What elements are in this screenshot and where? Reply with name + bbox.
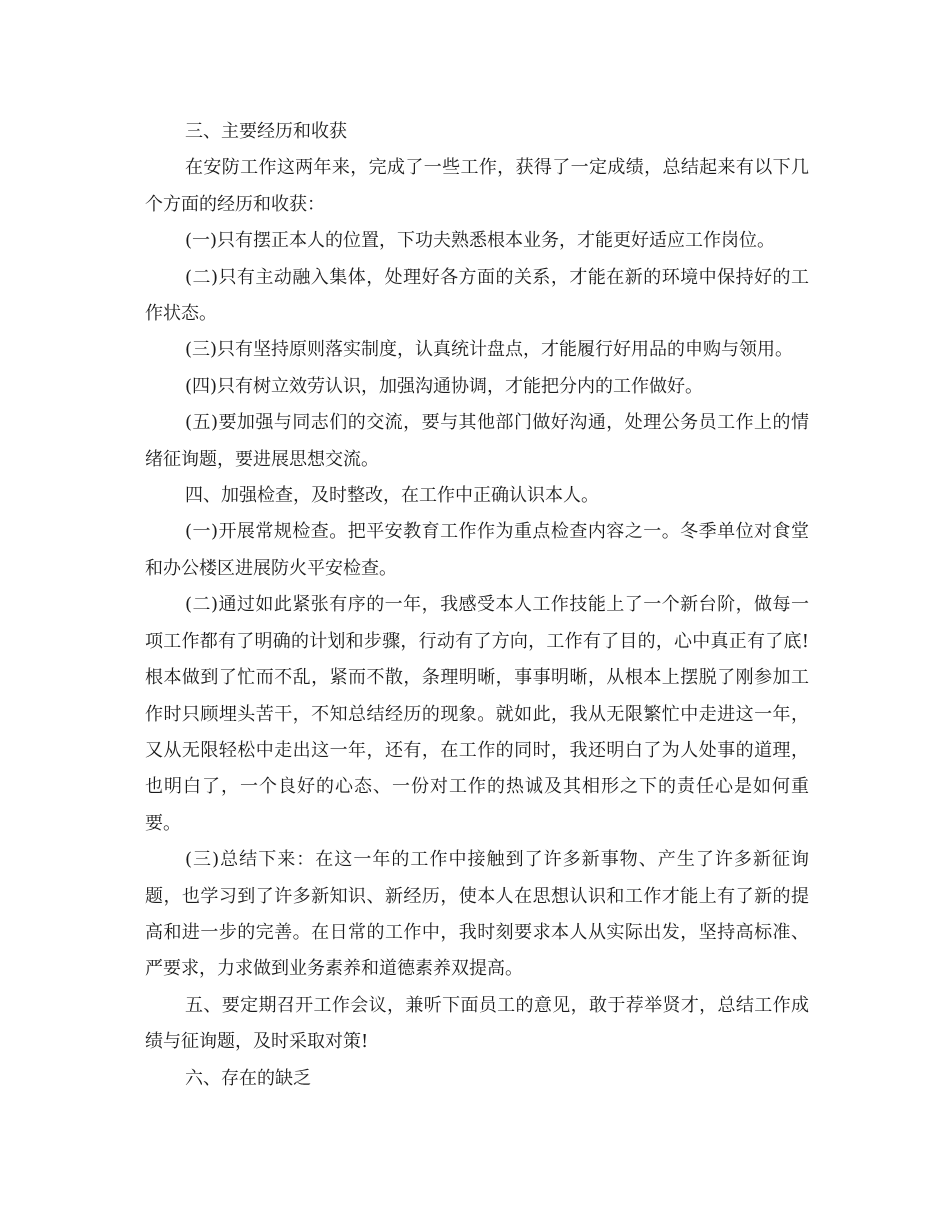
inspection-item-3: (三)总结下来：在这一年的工作中接触到了许多新事物、产生了许多新征询题，也学习到了许多新知识、新经历，使本人在思想认识和工作才能上有了新的提高和进一步的完善。在日常的工作中，我时刻要求本人从实际出发，坚持高标准、严要求，力求做到业务素养和道德素养双提高。 bbox=[145, 849, 809, 980]
paragraph-intro: 在安防工作这两年来，完成了一些工作，获得了一定成绩，总结起来有以下几个方面的经历和收获： bbox=[145, 157, 809, 215]
list-item-2: (二)只有主动融入集体，处理好各方面的关系，才能在新的环境中保持好的工作状态。 bbox=[145, 266, 809, 325]
section-heading-shortcomings: 六、存在的缺乏 bbox=[185, 1067, 311, 1089]
list-item-1: (一)只有摆正本人的位置，下功夫熟悉根本业务，才能更好适应工作岗位。 bbox=[185, 230, 776, 252]
list-item-5: (五)要加强与同志们的交流，要与其他部门做好沟通，处理公务员工作上的情绪征询题，要进展思想交流。 bbox=[145, 412, 809, 470]
section-heading-meetings: 五、要定期召开工作会议，兼听下面员工的意见，敢于荐举贤才，总结工作成绩与征询题，及时采取对策! bbox=[145, 994, 809, 1053]
section-heading-inspection: 四、加强检查，及时整改，在工作中正确认识本人。 bbox=[185, 485, 599, 507]
list-item-4: (四)只有树立效劳认识，加强沟通协调，才能把分内的工作做好。 bbox=[185, 375, 704, 397]
list-item-3: (三)只有坚持原则落实制度，认真统计盘点，才能履行好用品的申购与领用。 bbox=[185, 339, 794, 361]
inspection-item-2: (二)通过如此紧张有序的一年，我感受本人工作技能上了一个新台阶，做每一项工作都有了明确的计划和步骤，行动有了方向，工作有了目的，心中真正有了底!根本做到了忙而不乱，紧而不散，条理明晰，事事明晰，从根本上摆脱了刚参加工作时只顾埋头苦干，不知总结经历的现象。就如此，我从无限繁忙中走进这一年，又从无限轻松中走出这一年，还有，在工作的同时，我还明白了为人处事的道理，也明白了，一个良好的心态、一份对工作的热诚及其相形之下的责任心是如何重要。 bbox=[145, 594, 809, 834]
inspection-item-1: (一)开展常规检查。把平安教育工作作为重点检查内容之一。冬季单位对食堂和办公楼区进展防火平安检查。 bbox=[145, 521, 809, 579]
document-body bbox=[145, 114, 809, 1097]
section-heading-experience: 三、主要经历和收获 bbox=[185, 121, 347, 142]
